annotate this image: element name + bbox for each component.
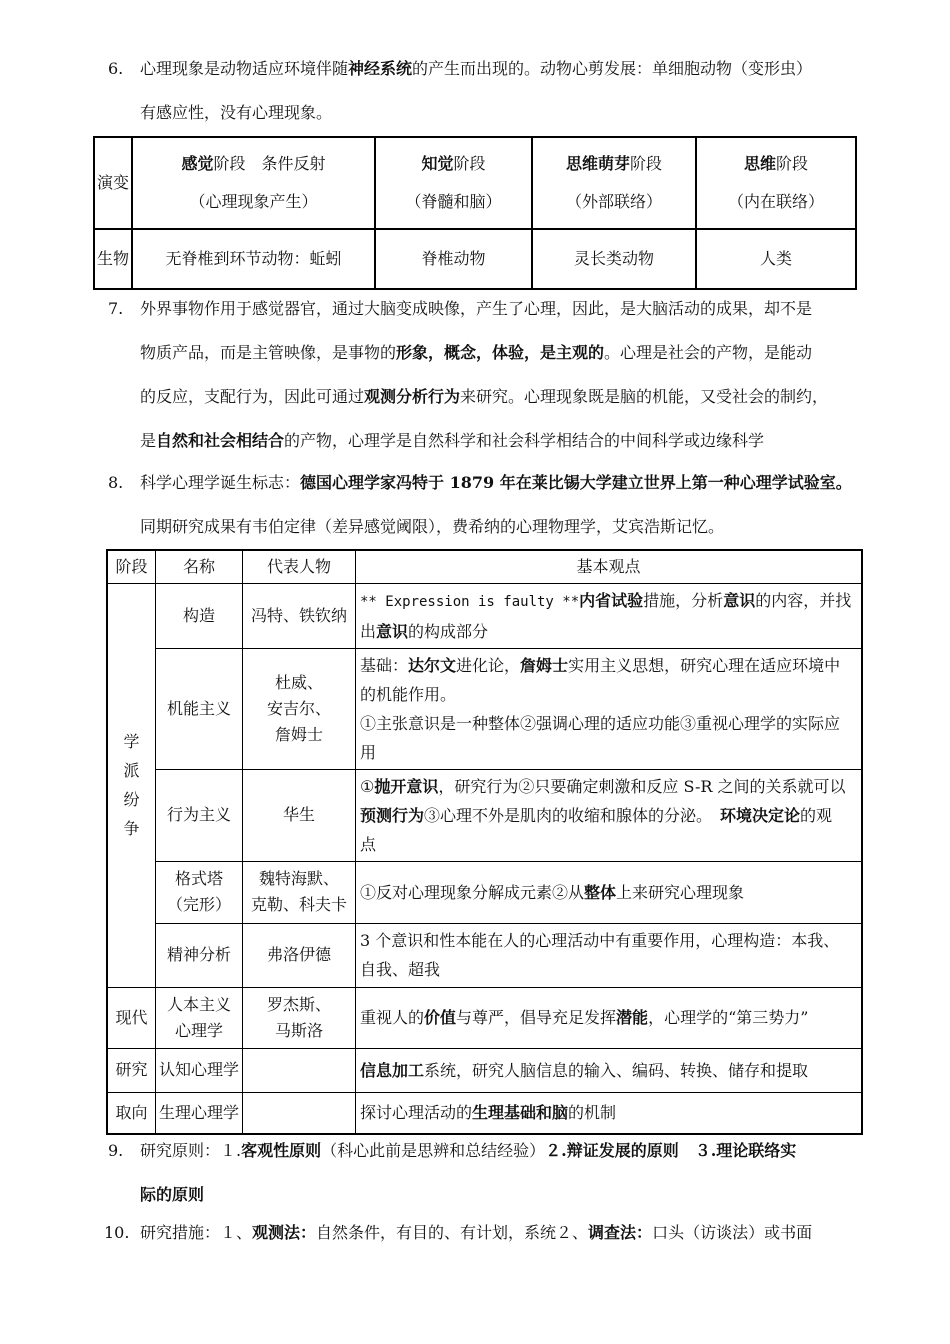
- group-cell: 取向: [107, 1092, 156, 1134]
- name-cell: 格式塔 （完形）: [156, 861, 243, 923]
- stage-cell: 思维阶段 （内在联络）: [696, 137, 856, 229]
- view-cell: 重视人的价值与尊严，倡导充足发挥潜能，心理学的“第三势力”: [356, 987, 863, 1048]
- item-number: 7.: [108, 299, 124, 318]
- row-label: 生物: [94, 229, 132, 289]
- group-cell: 学派纷争: [107, 583, 156, 987]
- evolution-table: [93, 136, 857, 290]
- stage-cell: 感觉阶段 条件反射 （心理现象产生）: [132, 137, 375, 229]
- people-cell: 杜威、 安吉尔、 詹姆士: [243, 648, 356, 769]
- paragraph-line: 物质产品，而是主管映像，是事物的形象，概念，体验，是主观的。心理是社会的产物，是能动: [140, 343, 813, 362]
- people-cell: 华生: [243, 769, 356, 861]
- name-cell: 行为主义: [156, 769, 243, 861]
- stage-cell: 知觉阶段 （脊髓和脑）: [375, 137, 532, 229]
- view-cell: 3 个意识和性本能在人的心理活动中有重要作用，心理构造：本我、 自我、超我: [356, 923, 863, 987]
- people-cell: 冯特、铁钦纳: [243, 583, 356, 648]
- header-cell: 基本观点: [356, 550, 863, 583]
- name-cell: 机能主义: [156, 648, 243, 769]
- paragraph-line: 外界事物作用于感觉器官，通过大脑变成映像，产生了心理，因此，是大脑活动的成果，却不是: [140, 299, 813, 318]
- header-cell: 代表人物: [243, 550, 356, 583]
- view-cell: ①抛开意识，研究行为②只要确定刺激和反应 S-R 之间的关系就可以 预测行为③心理不外是肌肉的收缩和腺体的分泌。 环境决定论的观 点: [356, 769, 863, 861]
- people-cell: 弗洛伊德: [243, 923, 356, 987]
- people-cell: 魏特海默、 克勒、科夫卡: [243, 861, 356, 923]
- paragraph-line: 的反应，支配行为，因此可通过观测分析行为来研究。心理现象既是脑的机能，又受社会的制约，: [140, 387, 829, 406]
- view-cell: ①反对心理现象分解成元素②从整体上来研究心理现象: [356, 861, 863, 923]
- item-number: 6.: [108, 59, 124, 78]
- header-cell: 阶段: [107, 550, 156, 583]
- name-cell: 精神分析: [156, 923, 243, 987]
- paragraph-line: 是自然和社会相结合的产物，心理学是自然科学和社会科学相结合的中间科学或边缘科学: [140, 431, 765, 450]
- paragraph-line: 心理现象是动物适应环境伴随神经系统的产生而出现的。动物心剪发展：单细胞动物（变形虫）: [140, 59, 813, 78]
- people-cell: [243, 1048, 356, 1092]
- group-cell: 研究: [107, 1048, 156, 1092]
- name-cell: 生理心理学: [156, 1092, 243, 1134]
- paragraph-line: 际的原则: [140, 1185, 205, 1204]
- header-cell: 名称: [156, 550, 243, 583]
- paragraph-line: 研究原则：１.客观性原则（科心此前是思辨和总结经验）２.辩证发展的原则 ３.理论联络实: [140, 1141, 797, 1160]
- group-cell: 现代: [107, 987, 156, 1048]
- organism-cell: 人类: [696, 229, 856, 289]
- paragraph-line: 有感应性，没有心理现象。: [140, 103, 333, 122]
- row-label: 演变: [94, 137, 132, 229]
- people-cell: [243, 1092, 356, 1134]
- stage-cell: 思维萌芽阶段 （外部联络）: [532, 137, 696, 229]
- schools-table: [106, 549, 863, 1135]
- view-cell: 信息加工系统，研究人脑信息的输入、编码、转换、储存和提取: [356, 1048, 863, 1092]
- name-cell: 认知心理学: [156, 1048, 243, 1092]
- item-number: 9.: [108, 1141, 124, 1160]
- organism-cell: 无脊椎到环节动物：蚯蚓: [132, 229, 375, 289]
- item-number: 10.: [104, 1223, 130, 1242]
- view-cell: 探讨心理活动的生理基础和脑的机制: [356, 1092, 863, 1134]
- people-cell: 罗杰斯、 马斯洛: [243, 987, 356, 1048]
- paragraph-line: 同期研究成果有韦伯定律（差异感觉阈限），费希纳的心理物理学，艾宾浩斯记忆。: [140, 517, 725, 536]
- organism-cell: 灵长类动物: [532, 229, 696, 289]
- view-cell: ** Expression is faulty **内省试验措施，分析意识的内容，并找 出意识的构成部分: [356, 583, 863, 648]
- paragraph-line: 研究措施：１、观测法：自然条件，有目的、有计划，系统２、调查法：口头（访谈法）或书面: [140, 1223, 813, 1242]
- paragraph-line: 科学心理学诞生标志：德国心理学家冯特于 1879 年在莱比锡大学建立世界上第一种心理学试验室。: [140, 473, 852, 492]
- item-number: 8.: [108, 473, 124, 492]
- name-cell: 人本主义 心理学: [156, 987, 243, 1048]
- name-cell: 构造: [156, 583, 243, 648]
- organism-cell: 脊椎动物: [375, 229, 532, 289]
- view-cell: 基础：达尔文进化论，詹姆士实用主义思想，研究心理在适应环境中 的机能作用。 ①主张意识是一种整体②强调心理的适应功能③重视心理学的实际应 用: [356, 648, 863, 769]
